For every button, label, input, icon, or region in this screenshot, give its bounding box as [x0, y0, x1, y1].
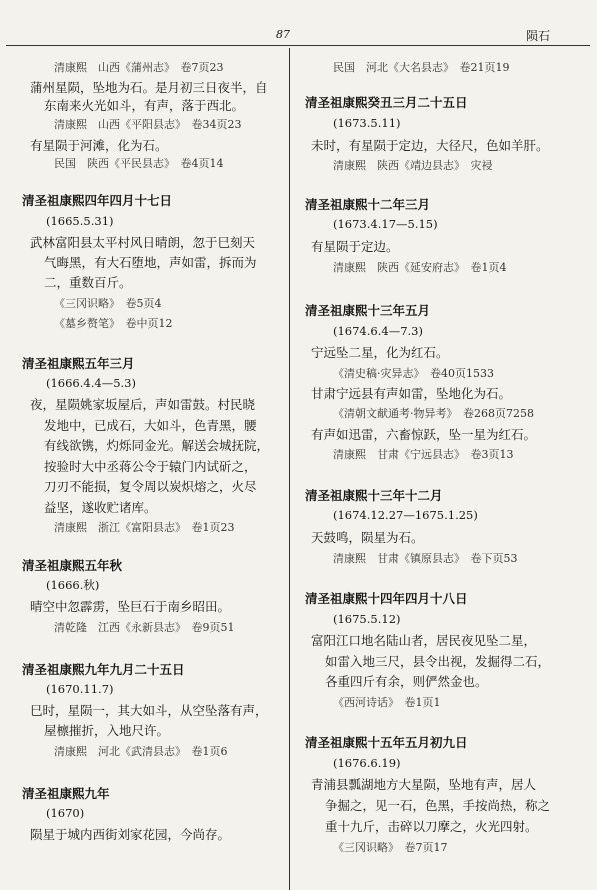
- record-text-line: 争掘之，见一石，色黑，手按尚热，称之: [325, 798, 551, 813]
- column-divider: [289, 48, 290, 890]
- record-text-line: 天鼓鸣，陨星为石。: [311, 530, 424, 545]
- source-citation: 民国 陕西《平民县志》 卷4页14: [54, 157, 224, 170]
- record-text-line: 东南来火光如斗，有声，落于西北。: [44, 98, 245, 113]
- source-citation: 清康熙 浙江《富阳县志》 卷1页23: [54, 521, 235, 534]
- source-citation: 清康熙 山西《蒲州志》 卷7页23: [54, 61, 224, 74]
- page-number: 87: [276, 28, 290, 41]
- record-text-line: 各重四斤有余，则俨然金也。: [325, 674, 488, 689]
- record-text-line: 夜，星陨姚家坂屋后，声如雷鼓。村民晓: [30, 397, 256, 412]
- source-citation: 清康熙 山西《平阳县志》 卷34页23: [54, 118, 242, 131]
- record-text-line: 如雷入地三尺，县令出视，发掘得二石，: [325, 654, 551, 669]
- record-text-line: 屋檩摧折，入地尺许。: [44, 723, 170, 738]
- entry-date-heading: 清圣祖康熙四年四月十七日: [22, 193, 173, 208]
- record-text-line: 气晦黑，有大石堕地，声如雷，拆而为: [44, 255, 257, 270]
- header-rule: [6, 45, 590, 46]
- source-citation: 清康熙 陕西《靖边县志》 灾祲: [333, 159, 493, 172]
- entry-date-heading: 清圣祖康熙十五年五月初九日: [305, 735, 468, 750]
- source-citation: 《清史稿·灾异志》 卷40页1533: [333, 367, 494, 380]
- record-text-line: 有星陨于定边。: [311, 239, 399, 254]
- record-text-line: 未时，有星陨于定边，大径尺，色如羊肝。: [311, 138, 549, 153]
- record-text-line: 蒲州星陨，坠地为石。是月初三日夜半，自: [30, 80, 268, 95]
- entry-date-heading: 清圣祖康熙五年秋: [22, 558, 123, 573]
- section-title: 陨石: [526, 29, 551, 43]
- gregorian-date: (1673.4.17—5.15): [333, 217, 438, 231]
- record-text-line: 二，重数百斤。: [44, 275, 132, 290]
- record-text-line: 有声如迅雷，六畜惊跃，坠一星为红石。: [311, 427, 537, 442]
- record-text-line: 甘肃宁远县有声如雷，坠地化为石。: [311, 386, 512, 401]
- entry-date-heading: 清圣祖康熙癸丑三月二十五日: [305, 95, 468, 110]
- gregorian-date: (1673.5.11): [333, 116, 401, 130]
- entry-date-heading: 清圣祖康熙十二年三月: [305, 197, 431, 212]
- source-citation: 《西河诗话》 卷1页1: [333, 696, 441, 709]
- gregorian-date: (1665.5.31): [46, 214, 114, 228]
- record-text-line: 巳时，星陨一，其大如斗，从空坠落有声，: [30, 703, 268, 718]
- record-text-line: 武林富阳县太平村风日晴朗，忽于巳刻天: [30, 235, 256, 250]
- gregorian-date: (1674.6.4—7.3): [333, 324, 423, 338]
- record-text-line: 发地中，已成石，大如斗，色青黑，腰: [44, 418, 257, 433]
- source-citation: 清康熙 甘肃《镇原县志》 卷下页53: [333, 552, 518, 565]
- entry-date-heading: 清圣祖康熙十三年十二月: [305, 488, 443, 503]
- gregorian-date: (1666.秋): [46, 578, 100, 592]
- record-text-line: 青浦县瓢湖地方大星陨，坠地有声，居人: [311, 777, 537, 792]
- source-citation: 民国 河北《大名县志》 卷21页19: [333, 61, 510, 74]
- gregorian-date: (1670.11.7): [46, 682, 114, 696]
- source-citation: 清康熙 河北《武清县志》 卷1页6: [54, 745, 228, 758]
- entry-date-heading: 清圣祖康熙十四年四月十八日: [305, 591, 468, 606]
- record-text-line: 陨星于城内西街刘家花园，今尚存。: [30, 827, 231, 842]
- record-text-line: 重十九斤，击碎以刀摩之，火光四射。: [325, 819, 538, 834]
- source-citation: 《三冈识略》 卷5页4: [54, 297, 162, 310]
- source-citation: 清乾隆 江西《永新县志》 卷9页51: [54, 621, 235, 634]
- source-citation: 清康熙 甘肃《宁远县志》 卷3页13: [333, 448, 514, 461]
- record-text-line: 宁远坠二星，化为红石。: [311, 345, 449, 360]
- gregorian-date: (1670): [46, 806, 85, 820]
- gregorian-date: (1675.5.12): [333, 612, 401, 626]
- record-text-line: 晴空中忽霹雳，坠巨石于南乡昭田。: [30, 599, 231, 614]
- record-text-line: 富阳江口地名陆山者，居民夜见坠二星，: [311, 633, 537, 648]
- record-text-line: 有线欲镌，灼烁同金光。解送会城抚院，: [44, 438, 270, 453]
- gregorian-date: (1666.4.4—5.3): [46, 376, 136, 390]
- record-text-line: 刀刃不能损，复令周以炭炽熔之，火尽: [44, 479, 257, 494]
- gregorian-date: (1674.12.27—1675.1.25): [333, 508, 478, 522]
- record-text-line: 按验时大中丞蒋公令于辕门内试斫之，: [44, 459, 257, 474]
- entry-date-heading: 清圣祖康熙十三年五月: [305, 303, 431, 318]
- source-citation: 《墓乡赘笔》 卷中页12: [54, 317, 173, 330]
- record-text-line: 益坚，遂收贮诸库。: [44, 500, 157, 515]
- record-text-line: 有星陨于河滩，化为石。: [30, 138, 168, 153]
- source-citation: 清康熙 陕西《延安府志》 卷1页4: [333, 261, 507, 274]
- source-citation: 《三冈识略》 卷7页17: [333, 841, 448, 854]
- gregorian-date: (1676.6.19): [333, 756, 401, 770]
- entry-date-heading: 清圣祖康熙五年三月: [22, 356, 135, 371]
- source-citation: 《清朝文献通考·物异考》 卷268页7258: [333, 407, 534, 420]
- entry-date-heading: 清圣祖康熙九年: [22, 786, 110, 801]
- entry-date-heading: 清圣祖康熙九年九月二十五日: [22, 662, 185, 677]
